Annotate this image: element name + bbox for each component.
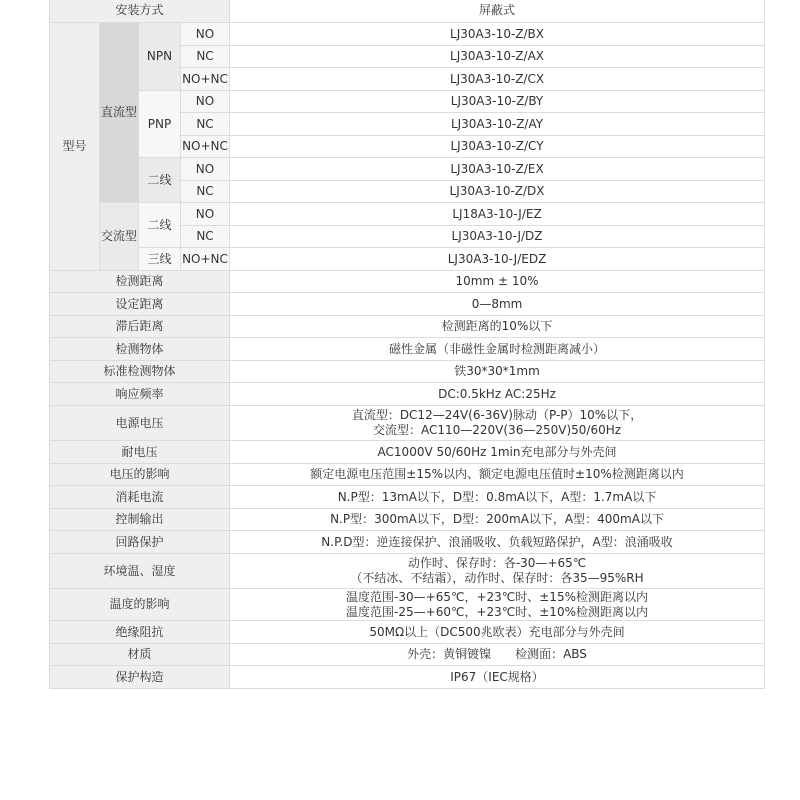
dc-type-label: 直流型 — [100, 23, 139, 203]
spec-value-line: 铁30*30*1mm — [454, 364, 540, 378]
spec-label: 环境温、湿度 — [50, 554, 230, 589]
spec-value — [230, 509, 765, 531]
three-wire-label: 三线 — [139, 248, 181, 271]
model-number: LJ30A3-10-Z/AY — [230, 113, 765, 136]
model-number: LJ30A3-10-Z/DX — [230, 181, 765, 203]
table-row — [50, 666, 765, 689]
spec-value-line: （不结冰、不结霜），动作时、保存时：各35—95%RH — [350, 571, 644, 585]
spec-value-line: 外壳：黄铜镀镍 检测面：ABS — [407, 647, 587, 661]
table-row — [50, 248, 765, 271]
two-wire-label: 二线 — [139, 203, 181, 248]
table-row — [50, 441, 765, 464]
spec-value-line: 交流型：AC110—220V(36—250V)50/60Hz — [372, 423, 622, 437]
spec-value-line: 动作时、保存时：各-30—+65℃ — [407, 556, 587, 570]
table-row — [50, 509, 765, 531]
model-number: LJ30A3-10-Z/AX — [230, 46, 765, 68]
spec-label: 电源电压 — [50, 406, 230, 441]
spec-label: 温度的影响 — [50, 589, 230, 621]
table-row — [50, 23, 765, 46]
spec-value-line: N.P.D型：逆连接保护、浪涌吸收、负载短路保护，A型：浪涌吸收 — [321, 534, 673, 549]
spec-value-line: N.P型：13mA以下，D型：0.8mA以下，A型：1.7mA以下 — [337, 489, 657, 504]
model-number: LJ30A3-10-Z/CX — [230, 68, 765, 91]
spec-label: 检测距离 — [50, 271, 230, 293]
table-row — [50, 554, 765, 589]
contact-label: NO — [181, 158, 230, 181]
spec-label: 安装方式 — [50, 0, 230, 23]
table-row — [50, 361, 765, 383]
spec-label: 检测物体 — [50, 338, 230, 361]
spec-label: 控制输出 — [50, 509, 230, 531]
spec-value — [230, 621, 765, 644]
table-row — [50, 293, 765, 316]
spec-value-line: 直流型：DC12—24V(6-36V)脉动（P-P）10%以下， — [351, 408, 643, 422]
spec-label: 消耗电流 — [50, 486, 230, 509]
table-row — [50, 338, 765, 361]
table-row — [50, 383, 765, 406]
spec-table — [49, 0, 765, 689]
spec-label: 响应频率 — [50, 383, 230, 406]
model-number: LJ30A3-10-Z/BY — [230, 91, 765, 113]
spec-value — [230, 589, 765, 621]
contact-label: NC — [181, 46, 230, 68]
spec-label: 设定距离 — [50, 293, 230, 316]
spec-value-line: 10mm ± 10% — [455, 274, 539, 288]
table-row — [50, 203, 765, 226]
spec-value — [230, 316, 765, 338]
spec-value-line: 检测距离的10%以下 — [441, 319, 553, 333]
spec-label: 保护构造 — [50, 666, 230, 689]
spec-value — [230, 271, 765, 293]
model-number: LJ30A3-10-J/DZ — [230, 226, 765, 248]
ac-type-label: 交流型 — [100, 203, 139, 271]
spec-label: 耐电压 — [50, 441, 230, 464]
spec-value — [230, 554, 765, 589]
contact-label: NO+NC — [181, 68, 230, 91]
contact-label: NO — [181, 203, 230, 226]
table-row — [50, 486, 765, 509]
table-row — [50, 158, 765, 181]
model-number: LJ30A3-10-Z/EX — [230, 158, 765, 181]
table-row — [50, 589, 765, 621]
model-number: LJ30A3-10-J/EDZ — [230, 248, 765, 271]
model-number: LJ30A3-10-Z/BX — [230, 23, 765, 46]
table-row — [50, 91, 765, 113]
spec-value: 屏蔽式 — [230, 0, 765, 23]
contact-label: NO — [181, 23, 230, 46]
spec-label: 材质 — [50, 644, 230, 666]
spec-value-line: 50MΩ以上（DC500兆欧表）充电部分与外壳间 — [369, 624, 625, 639]
table-row — [50, 271, 765, 293]
two-wire-label: 二线 — [139, 158, 181, 203]
spec-value — [230, 406, 765, 441]
spec-value — [230, 383, 765, 406]
spec-value — [230, 531, 765, 554]
spec-value-line: 温度范围-30—+65℃，+23℃时、±15%检测距离以内 — [346, 589, 648, 604]
spec-value-line: 温度范围-25—+60℃，+23℃时、±10%检测距离以内 — [346, 604, 648, 619]
spec-label: 回路保护 — [50, 531, 230, 554]
table-row — [50, 621, 765, 644]
table-row — [50, 316, 765, 338]
spec-label: 电压的影响 — [50, 464, 230, 486]
contact-label: NO — [181, 91, 230, 113]
spec-value — [230, 293, 765, 316]
model-label: 型号 — [50, 23, 100, 271]
contact-label: NO+NC — [181, 136, 230, 158]
model-number: LJ18A3-10-J/EZ — [230, 203, 765, 226]
spec-value-line: N.P型：300mA以下，D型：200mA以下，A型：400mA以下 — [330, 512, 664, 526]
table-row — [50, 0, 765, 23]
spec-value-line: IP67（IEC规格） — [450, 669, 544, 684]
spec-label: 标准检测物体 — [50, 361, 230, 383]
spec-label: 绝缘阻抗 — [50, 621, 230, 644]
spec-value — [230, 361, 765, 383]
spec-value-line: 额定电源电压范围±15%以内、额定电源电压值时±10%检测距离以内 — [310, 467, 684, 481]
spec-value — [230, 338, 765, 361]
contact-label: NC — [181, 113, 230, 136]
contact-label: NC — [181, 226, 230, 248]
table-row — [50, 464, 765, 486]
contact-label: NO+NC — [181, 248, 230, 271]
spec-value-line: 0—8mm — [471, 296, 523, 311]
spec-value — [230, 464, 765, 486]
model-number: LJ30A3-10-Z/CY — [230, 136, 765, 158]
spec-value-line: DC:0.5kHz AC:25Hz — [438, 386, 556, 401]
spec-value-line: 磁性金属（非磁性金属时检测距离减小） — [389, 341, 606, 356]
spec-value — [230, 644, 765, 666]
spec-value — [230, 441, 765, 464]
pnp-label: PNP — [139, 91, 181, 158]
npn-label: NPN — [139, 23, 181, 91]
spec-value — [230, 666, 765, 689]
table-row — [50, 406, 765, 441]
spec-value-line: AC1000V 50/60Hz 1min充电部分与外壳间 — [377, 444, 617, 459]
spec-value — [230, 486, 765, 509]
spec-label: 滞后距离 — [50, 316, 230, 338]
contact-label: NC — [181, 181, 230, 203]
table-row — [50, 531, 765, 554]
table-row — [50, 644, 765, 666]
